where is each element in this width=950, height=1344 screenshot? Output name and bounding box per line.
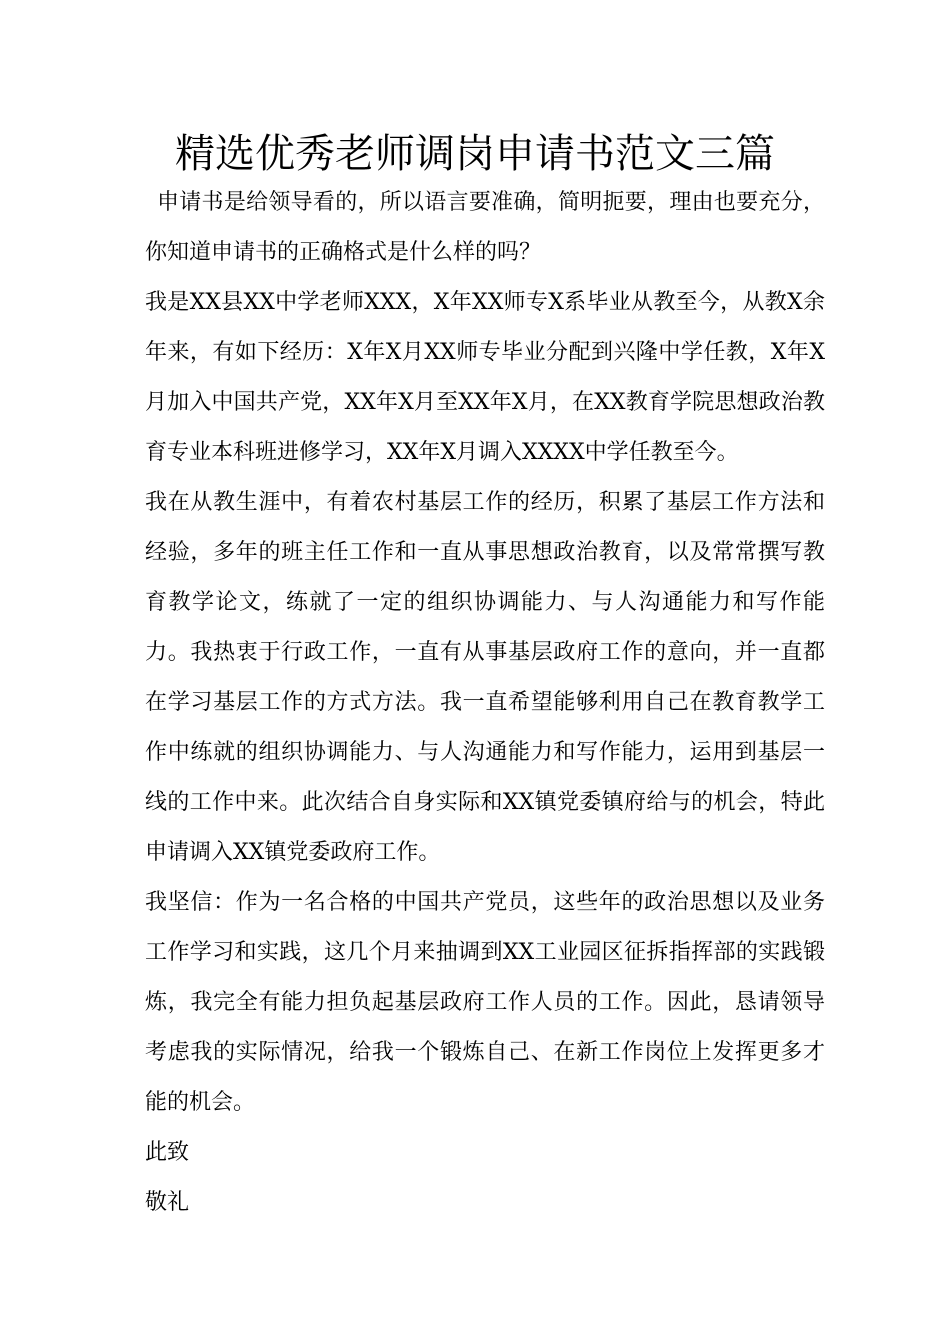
- belief-paragraph: 我坚信：作为一名合格的中国共产党员，这些年的政治思想以及业务工作学习和实践，这几个月来抽调到XX工业园区征拆指挥部的实践锻炼，我完全有能力担负起基层政府工作人员的工作。因此，恳请领导考虑我的实际情况，给我一个锻炼自己、在新工作岗位上发挥更多才能的机会。: [145, 890, 825, 1115]
- experience-paragraph: 我是XX县XX中学老师XXX，X年XX师专X系毕业从教至今，从教X余年来，有如下经历：X年X月XX师专毕业分配到兴隆中学任教，X年X月加入中国共产党，XX年X月至XX年X月，在XX教育学院思想政治教育专业本科班进修学习，XX年X月调入XXXX中学任教至今。: [145, 290, 825, 465]
- document-title: 精选优秀老师调岗申请书范文三篇: [175, 131, 775, 177]
- closing-greeting: 此致: [145, 1140, 190, 1165]
- intro-paragraph: 申请书是给领导看的，所以语言要准确，简明扼要，理由也要充分，你知道申请书的正确格式是什么样的吗？: [145, 190, 825, 265]
- career-paragraph: 我在从教生涯中，有着农村基层工作的经历，积累了基层工作方法和经验，多年的班主任工作和一直从事思想政治教育，以及常常撰写教育教学论文，练就了一定的组织协调能力、与人沟通能力和写作能力。我热衷于行政工作，一直有从事基层政府工作的意向，并一直都在学习基层工作的方式方法。我一直希望能够利用自己在教育教学工作中练就的组织协调能力、与人沟通能力和写作能力，运用到基层一线的工作中来。此次结合自身实际和XX镇党委镇府给与的机会，特此申请调入XX镇党委政府工作。: [145, 490, 825, 865]
- closing-salute: 敬礼: [145, 1190, 190, 1215]
- document-body: [145, 178, 825, 1228]
